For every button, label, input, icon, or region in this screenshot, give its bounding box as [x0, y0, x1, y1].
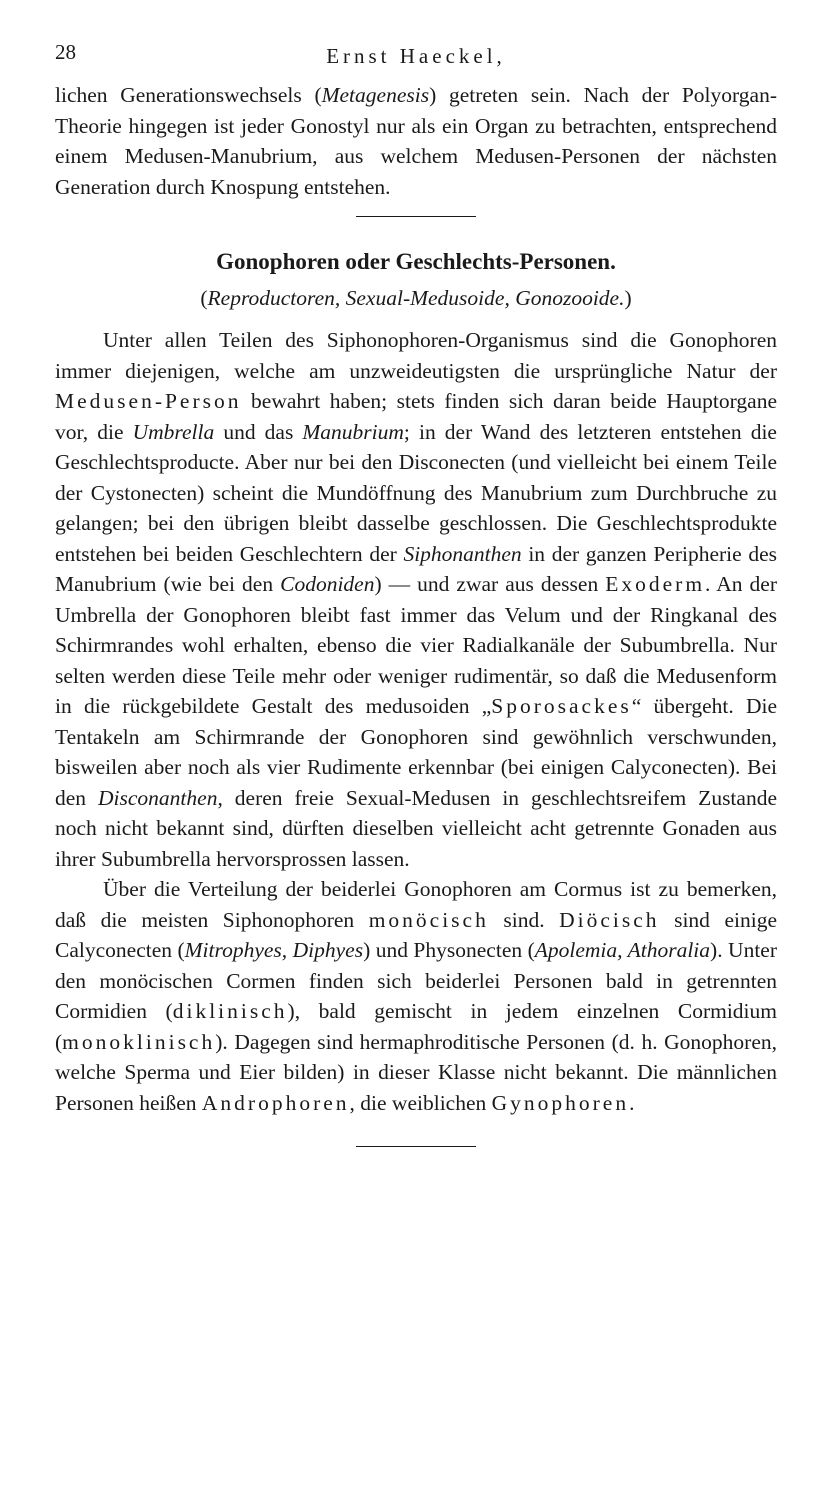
text-run: , deren freie Sexual-Medusen in geschlechtsreifem Zustande noch nicht bekannt sind, dürften dieselben vielleicht acht getrennte Gonaden aus ihrer Subumbrella hervorsprossen lassen. [55, 785, 777, 871]
text-run: ) und Physonecten ( [363, 938, 535, 962]
text-run: . An der Umbrella der Gonophoren bleibt fast immer das Velum und der Ringkanal des Schirmrandes wohl erhalten, ebenso die vier Radialkanäle der Subumbrella. Nur selten werden diese Teile mehr oder weniger rudimentär, so daß die Medusenform in die rückgebildete Gestalt des medusoiden „ [55, 572, 777, 718]
text-run: ). Unter den monöcischen Cormen finden sich beiderlei Personen bald in getrennten Cormidien ( [55, 938, 777, 1023]
italic-term: Metagenesis [321, 83, 430, 107]
text-run: sind einige Calyconecten ( [55, 907, 777, 962]
spaced-term: Androphoren [201, 1090, 350, 1115]
text-run: Über die Verteilung der beiderlei Gonophoren am Cormus ist zu bemerken, daß die meisten Siphonophoren [55, 877, 777, 932]
text-run: bewahrt haben; stets finden sich daran beide Hauptorgane vor, die [55, 389, 777, 444]
italic-term: Codoniden [280, 572, 375, 596]
text-run: lichen Generationswechsels ( [55, 83, 322, 107]
text-run: “ übergeht. Die Tentakeln am Schirmrande der Gonophoren sind gewöhnlich verschwunden, bisweilen aber noch als vier Rudimente erkennbar (bei einigen Calyconecten). Bei den [55, 694, 777, 810]
subtitle-text: Reproductoren, Sexual-Medusoide, Gonozooide. [207, 286, 625, 310]
spaced-term: monöcisch [368, 907, 489, 932]
text-run: Unter allen Teilen des Siphonophoren-Organismus sind die Gonophoren immer diejenigen, welche am unzweideutigsten die ursprüngliche Natur der [55, 328, 777, 383]
text-run: und das [214, 419, 303, 444]
spaced-term: diklinisch [172, 999, 288, 1023]
spaced-term: Sporosackes [491, 694, 632, 718]
spaced-term: Medusen-Person [55, 389, 242, 413]
section-heading: Gonophoren oder Geschlechts-Personen. [216, 249, 616, 274]
paren-close: ) [624, 286, 632, 310]
italic-term: Siphonanthen [403, 541, 522, 566]
text-run: . [629, 1090, 635, 1115]
paren-open: ( [200, 286, 208, 310]
text-run: ; in der Wand des letzteren entstehen die Geschlechtsproducte. Aber nur bei den Disconecten (und vielleicht bei einem Teile der Cystonecten) scheint die Mundöffnung des Manubrium zum Durchbruche zu gelangen; bei den übrigen bleibt dasselbe geschlossen. Die Geschlechtsprodukte entstehen bei beiden Geschlechtern der [55, 419, 777, 566]
text-run: sind. [488, 907, 560, 932]
spaced-term: Exoderm [605, 572, 706, 596]
intro-paragraph [55, 80, 777, 202]
section-subtitle [55, 283, 777, 313]
page-number: 28 [55, 40, 76, 64]
text-run: ), bald gemischt in jedem einzelnen Cormidium ( [55, 999, 777, 1054]
section-divider-bottom [356, 1146, 476, 1147]
italic-term: Disconanthen [98, 785, 218, 810]
italic-term: Mitrophyes, Diphyes [184, 938, 364, 962]
body-paragraph-1 [55, 325, 777, 874]
spaced-term: Gynophoren [491, 1090, 630, 1115]
book-page [55, 40, 777, 1147]
text-run: ) — und zwar aus dessen [374, 572, 606, 596]
text-run: in der ganzen Peripherie des Manubrium (wie bei den [55, 541, 777, 596]
body-paragraph-2 [55, 874, 777, 1118]
section-divider-top [356, 216, 476, 217]
spaced-term: monoklinisch [62, 1029, 216, 1054]
text-run: ) getreten sein. Nach der Polyorgan-Theorie hingegen ist jeder Gonostyl nur als ein Organ zu betrachten, entsprechend einem Medusen-Manubrium, aus welchem Medusen-Personen der nächsten Generation durch Knospung entstehen. [55, 83, 777, 199]
running-title: Ernst Haeckel, [326, 44, 506, 68]
running-head [55, 40, 777, 80]
spaced-term: Diöcisch [559, 907, 660, 932]
italic-term: Apolemia, Athoralia [534, 938, 711, 962]
italic-term: Manubrium [302, 419, 404, 444]
text-run: , die weiblichen [349, 1090, 492, 1115]
text-run: ). Dagegen sind hermaphroditische Personen (d. h. Gonophoren, welche Sperma und Eier bilden) in dieser Klasse nicht bekannt. Die männlichen Personen heißen [55, 1029, 777, 1115]
italic-term: Umbrella [132, 419, 215, 444]
